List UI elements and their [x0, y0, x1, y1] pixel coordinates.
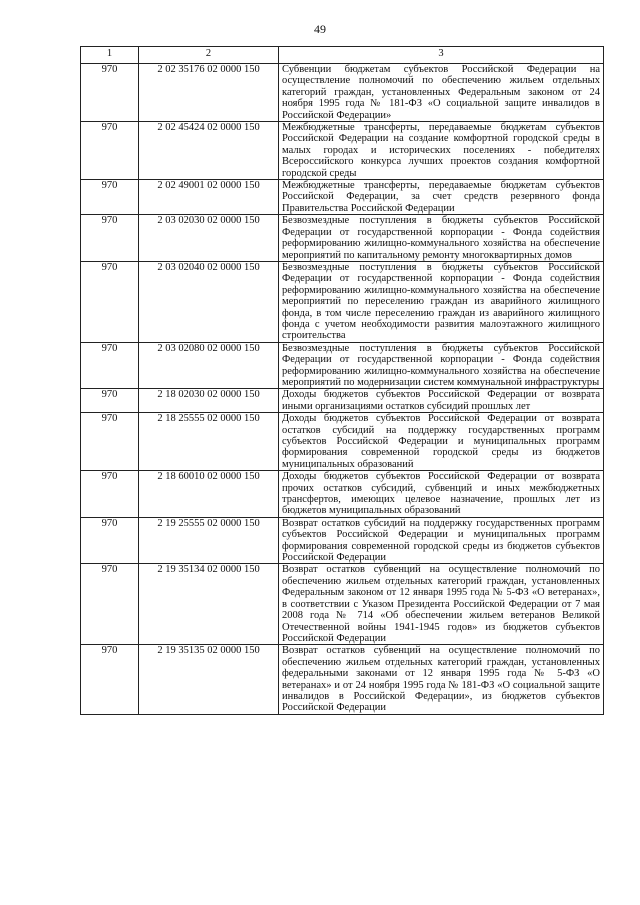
table-row — [81, 517, 604, 564]
admin-code-cell: 970 — [81, 517, 139, 564]
budget-code-cell: 2 18 25555 02 0000 150 — [139, 413, 279, 471]
budget-code-cell: 2 19 25555 02 0000 150 — [139, 517, 279, 564]
table-row — [81, 64, 604, 122]
admin-code-cell: 970 — [81, 342, 139, 389]
admin-code-cell: 970 — [81, 471, 139, 518]
revenue-name-cell: Безвозмездные поступления в бюджеты субъектов Российской Федерации от государственной корпорации - Фонда содействия реформированию жилищно-коммунального хозяйства на обеспечение мероприятий по переселению граждан из аварийного жилищного фонда, в том числе переселению граждан из аварийного жилищного фонда с учетом необходимости развития малоэтажного жилищного строительства — [279, 261, 604, 342]
budget-code-cell: 2 02 45424 02 0000 150 — [139, 122, 279, 180]
budget-code-cell: 2 19 35134 02 0000 150 — [139, 564, 279, 645]
revenue-name-cell: Доходы бюджетов субъектов Российской Федерации от возврата прочих остатков субсидий, субвенций и иных межбюджетных трансфертов, имеющих целевое назначение, прошлых лет из бюджетов муниципальных образований — [279, 471, 604, 518]
admin-code-cell: 970 — [81, 645, 139, 714]
budget-code-cell: 2 03 02030 02 0000 150 — [139, 215, 279, 262]
revenue-name-cell: Доходы бюджетов субъектов Российской Федерации от возврата остатков субсидий на поддержку государственных программ субъектов Российской Федерации и муниципальных программ формирования современной городской среды из бюджетов муниципальных образований — [279, 413, 604, 471]
revenue-name-cell: Возврат остатков субсидий на поддержку государственных программ субъектов Российской Федерации и муниципальных программ формирования современной городской среды из бюджетов субъектов Российской Федерации — [279, 517, 604, 564]
table-body — [81, 64, 604, 715]
table-row — [81, 180, 604, 215]
admin-code-cell: 970 — [81, 261, 139, 342]
revenue-name-cell: Безвозмездные поступления в бюджеты субъектов Российской Федерации от государственной корпорации - Фонда содействия реформированию жилищно-коммунального хозяйства на обеспечение мероприятий по капитальному ремонту многоквартирных домов — [279, 215, 604, 262]
table-row — [81, 389, 604, 413]
budget-code-cell: 2 19 35135 02 0000 150 — [139, 645, 279, 714]
budget-code-cell: 2 02 35176 02 0000 150 — [139, 64, 279, 122]
admin-code-cell: 970 — [81, 122, 139, 180]
table-row — [81, 122, 604, 180]
budget-code-cell: 2 03 02080 02 0000 150 — [139, 342, 279, 389]
admin-code-cell: 970 — [81, 564, 139, 645]
budget-code-cell: 2 18 02030 02 0000 150 — [139, 389, 279, 413]
revenue-name-cell: Межбюджетные трансферты, передаваемые бюджетам субъектов Российской Федерации на создание комфортной городской среды в малых городах и исторических поселениях - победителях Всероссийского конкурса лучших проектов создания комфортной городской среды — [279, 122, 604, 180]
revenue-name-cell: Субвенции бюджетам субъектов Российской Федерации на осуществление полномочий по обеспечению жильем отдельных категорий граждан, установленных Федеральным законом от 24 ноября 1995 года № 181-ФЗ «О социальной защите инвалидов в Российской Федерации» — [279, 64, 604, 122]
revenue-name-cell: Доходы бюджетов субъектов Российской Федерации от возврата иными организациями остатков субсидий прошлых лет — [279, 389, 604, 413]
table-row — [81, 564, 604, 645]
table-row — [81, 261, 604, 342]
table-row — [81, 215, 604, 262]
admin-code-cell: 970 — [81, 180, 139, 215]
revenue-name-cell: Возврат остатков субвенций на осуществление полномочий по обеспечению жильем отдельных категорий граждан, установленных Федеральным законом от 12 января 1995 года № 5-ФЗ «О ветеранах», в соответствии с Указом Президента Российской Федерации от 7 мая 2008 года № 714 «Об обеспечении жильем ветеранов Великой Отечественной войны 1941-1945 годов» из бюджетов субъектов Российской Федерации — [279, 564, 604, 645]
table-row — [81, 413, 604, 471]
admin-code-cell: 970 — [81, 215, 139, 262]
table-row — [81, 645, 604, 714]
header-col-1: 1 — [81, 47, 139, 64]
table-header-row — [81, 47, 604, 64]
table-row — [81, 471, 604, 518]
header-col-3: 3 — [279, 47, 604, 64]
budget-code-cell: 2 02 49001 02 0000 150 — [139, 180, 279, 215]
budget-code-cell: 2 18 60010 02 0000 150 — [139, 471, 279, 518]
budget-revenue-table — [80, 46, 604, 715]
revenue-name-cell: Безвозмездные поступления в бюджеты субъектов Российской Федерации от государственной корпорации - Фонда содействия реформированию жилищно-коммунального хозяйства на обеспечение мероприятий по модернизации систем коммунальной инфраструктуры — [279, 342, 604, 389]
revenue-name-cell: Возврат остатков субвенций на осуществление полномочий по обеспечению жильем отдельных категорий граждан, установленных федеральными законами от 12 января 1995 года № 5-ФЗ «О ветеранах» и от 24 ноября 1995 года № 181-ФЗ «О социальной защите инвалидов в Российской Федерации», из бюджетов субъектов Российской Федерации — [279, 645, 604, 714]
budget-code-cell: 2 03 02040 02 0000 150 — [139, 261, 279, 342]
header-col-2: 2 — [139, 47, 279, 64]
admin-code-cell: 970 — [81, 413, 139, 471]
admin-code-cell: 970 — [81, 64, 139, 122]
table-row — [81, 342, 604, 389]
page-number: 49 — [314, 22, 326, 36]
admin-code-cell: 970 — [81, 389, 139, 413]
revenue-name-cell: Межбюджетные трансферты, передаваемые бюджетам субъектов Российской Федерации, за счет средств резервного фонда Правительства Российской Федерации — [279, 180, 604, 215]
